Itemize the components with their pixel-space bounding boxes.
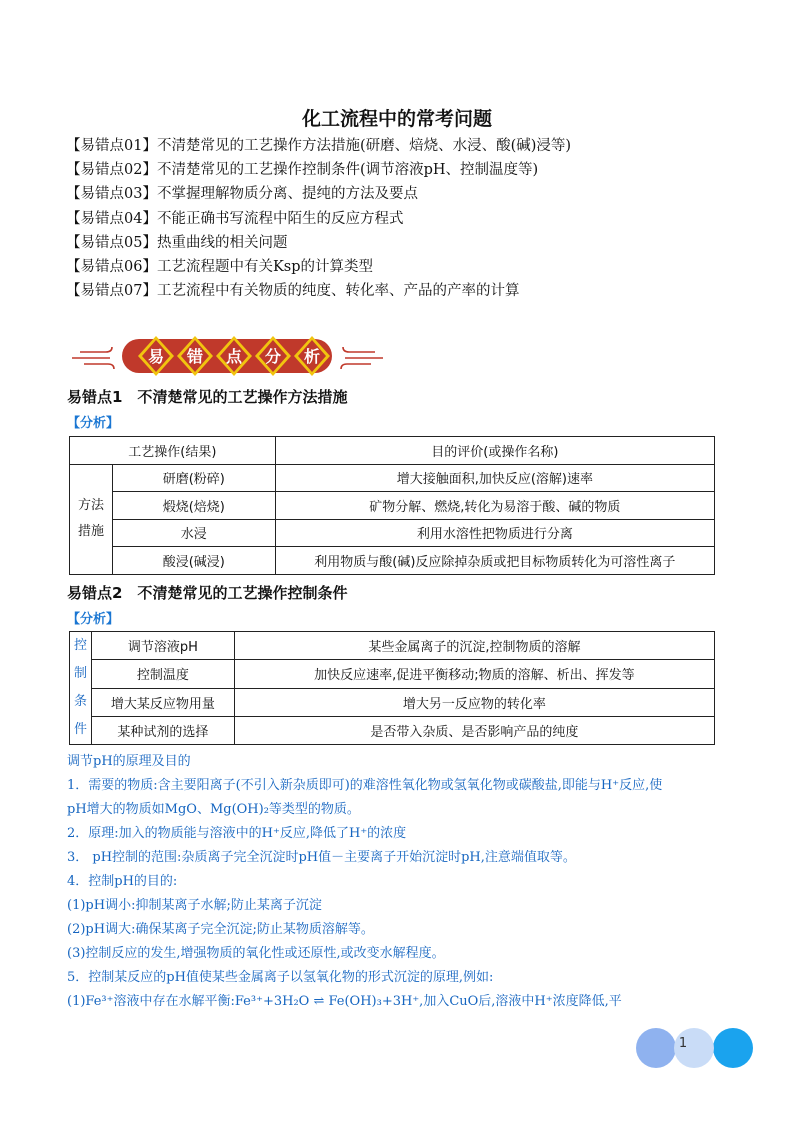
error-point-list — [66, 134, 571, 303]
table-cell: 增大另一反应物的转化率 — [234, 688, 714, 716]
cloud-ornament-left-icon — [72, 347, 114, 369]
section-heading: 易错点2 不清楚常见的工艺操作控制条件 — [67, 584, 348, 602]
table-row — [70, 464, 715, 492]
table-row — [70, 547, 715, 575]
table-row — [70, 437, 715, 465]
error-point-item: 【易错点02】不清楚常见的工艺操作控制条件(调节溶液pH、控制温度等) — [66, 162, 539, 179]
banner-char: 分 — [264, 347, 282, 366]
paragraph-line: 3． pH控制的范围:杂质离子完全沉淀时pH值－主要离子开始沉淀时pH,注意端值取等。 — [67, 850, 576, 865]
table-cell: 增大某反应物用量 — [91, 688, 234, 716]
table-cell: 利用水溶性把物质进行分离 — [275, 519, 714, 547]
page-title: 化工流程中的常考问题 — [301, 108, 492, 130]
table-cell: 水浸 — [112, 519, 275, 547]
paragraph-line: (2)pH调大:确保某离子完全沉淀;防止某物质溶解等。 — [67, 922, 374, 937]
table-cell: 是否带入杂质、是否影响产品的纯度 — [234, 716, 714, 744]
table-cell: 某些金属离子的沉淀,控制物质的溶解 — [234, 632, 714, 660]
table-cell: 调节溶液pH — [91, 632, 234, 660]
analysis-label: 【分析】 — [67, 416, 120, 431]
table-cell: 某种试剂的选择 — [91, 716, 234, 744]
banner-char: 错 — [186, 347, 204, 366]
section-heading: 易错点1 不清楚常见的工艺操作方法措施 — [67, 388, 348, 406]
section-banner — [70, 334, 385, 378]
banner-char: 点 — [225, 347, 243, 366]
paragraph-line: (3)控制反应的发生,增强物质的氧化性或还原性,或改变水解程度。 — [67, 946, 445, 961]
ph-explanation — [67, 750, 747, 1050]
error-point-item: 【易错点07】工艺流程中有关物质的纯度、转化率、产品的产率的计算 — [66, 283, 520, 300]
table-cell: 矿物分解、燃烧,转化为易溶于酸、碱的物质 — [275, 492, 714, 520]
table-row — [70, 716, 715, 744]
error-point-item: 【易错点05】热重曲线的相关问题 — [66, 234, 288, 251]
table-header-cell: 工艺操作(结果) — [70, 437, 276, 465]
paragraph-line: (1)Fe³⁺溶液中存在水解平衡:Fe³⁺+3H₂O ⇌ Fe(OH)₃+3H⁺,加入CuO后,溶液中H⁺浓度降低,平 — [67, 994, 622, 1009]
paragraph-line: 调节pH的原理及目的 — [67, 754, 191, 769]
method-table — [69, 436, 715, 575]
table-cell: 利用物质与酸(碱)反应除掉杂质或把目标物质转化为可溶性离子 — [275, 547, 714, 575]
control-table — [69, 631, 715, 745]
page-number: 1 — [678, 1036, 688, 1051]
paragraph-line: 4．控制pH的目的: — [67, 874, 178, 889]
table-cell: 增大接触面积,加快反应(溶解)速率 — [275, 464, 714, 492]
banner-char: 析 — [303, 347, 321, 366]
table-cell: 煅烧(焙烧) — [112, 492, 275, 520]
group-label-cell: 控 制 条 件 — [70, 632, 92, 745]
table-header-cell: 目的评价(或操作名称) — [275, 437, 714, 465]
error-point-item: 【易错点03】不掌握理解物质分离、提纯的方法及要点 — [66, 186, 418, 203]
cloud-ornament-right-icon — [341, 347, 383, 369]
table-cell: 酸浸(碱浸) — [112, 547, 275, 575]
table-row — [70, 492, 715, 520]
table-row — [70, 632, 715, 660]
table-cell: 加快反应速率,促进平衡移动;物质的溶解、析出、挥发等 — [234, 660, 714, 688]
paragraph-line: 1．需要的物质:含主要阳离子(不引入新杂质即可)的难溶性氧化物或氢氧化物或碳酸盐,即能与H⁺反应,使 — [67, 778, 663, 793]
table-cell: 控制温度 — [91, 660, 234, 688]
paragraph-line: 2．原理:加入的物质能与溶液中的H⁺反应,降低了H⁺的浓度 — [67, 826, 407, 841]
group-label-cell: 方法 措施 — [70, 464, 113, 574]
paragraph-line: 5．控制某反应的pH值使某些金属离子以氢氧化物的形式沉淀的原理,例如: — [67, 970, 494, 985]
table-cell: 研磨(粉碎) — [112, 464, 275, 492]
banner-char: 易 — [147, 347, 165, 366]
paragraph-line: (1)pH调小:抑制某离子水解;防止某离子沉淀 — [67, 898, 322, 913]
table-row — [70, 519, 715, 547]
circle-dark-icon — [713, 1028, 753, 1068]
table-row — [70, 660, 715, 688]
error-point-item: 【易错点01】不清楚常见的工艺操作方法措施(研磨、焙烧、水浸、酸(碱)浸等) — [66, 138, 572, 154]
paragraph-line: pH增大的物质如MgO、Mg(OH)₂等类型的物质。 — [67, 802, 360, 817]
table-row — [70, 688, 715, 716]
error-point-item: 【易错点06】工艺流程题中有关Ksp的计算类型 — [66, 259, 374, 276]
error-point-item: 【易错点04】不能正确书写流程中陌生的反应方程式 — [66, 210, 404, 227]
analysis-label: 【分析】 — [67, 612, 120, 627]
